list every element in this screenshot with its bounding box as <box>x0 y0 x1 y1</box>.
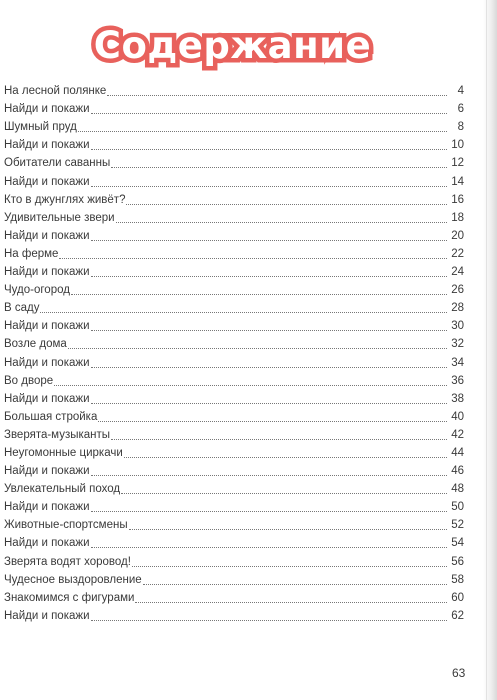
toc-entry[interactable] <box>4 279 464 297</box>
toc-entry-page: 44 <box>451 446 464 459</box>
table-of-contents <box>4 80 464 623</box>
toc-entry-title: На ферме <box>4 247 59 260</box>
toc-entry-title: Удивительные звери <box>4 211 115 224</box>
toc-entry[interactable] <box>4 261 464 279</box>
page-number: 63 <box>452 666 466 680</box>
toc-entry-title: Найди и покажи <box>4 356 90 369</box>
toc-entry-page: 10 <box>451 139 464 152</box>
toc-entry-page: 14 <box>451 175 464 188</box>
toc-entry[interactable] <box>4 514 464 532</box>
toc-entry-title: Найди и покажи <box>4 320 90 333</box>
dot-leader <box>91 366 448 368</box>
toc-entry-page: 40 <box>451 410 464 423</box>
page-edge-line <box>486 0 487 700</box>
dot-leader <box>91 148 448 150</box>
dot-leader <box>91 619 448 621</box>
toc-entry[interactable] <box>4 605 464 623</box>
toc-entry-title: Большая стройка <box>4 410 98 423</box>
toc-entry[interactable] <box>4 225 464 243</box>
toc-entry-title: Найди и покажи <box>4 392 90 405</box>
toc-entry-page: 58 <box>451 573 464 586</box>
toc-entry[interactable] <box>4 406 464 424</box>
toc-entry-page: 50 <box>451 501 464 514</box>
dot-leader <box>59 257 447 259</box>
toc-entry[interactable] <box>4 315 464 333</box>
toc-entry-title: Знакомимся с фигурами <box>4 591 135 604</box>
toc-entry-title: Чудо-огород <box>4 284 70 297</box>
toc-entry[interactable] <box>4 442 464 460</box>
toc-entry-title: Чудесное выздоровление <box>4 573 142 586</box>
toc-entry-title: Возле дома <box>4 338 67 351</box>
toc-entry-title: Найди и покажи <box>4 175 90 188</box>
toc-entry-page: 8 <box>457 121 464 134</box>
toc-entry-page: 20 <box>451 229 464 242</box>
dot-leader <box>111 166 447 168</box>
dot-leader <box>71 293 447 295</box>
toc-entry-page: 24 <box>451 266 464 279</box>
toc-entry-title: Найди и покажи <box>4 229 90 242</box>
dot-leader <box>116 221 447 223</box>
toc-entry-title: Найди и покажи <box>4 266 90 279</box>
toc-entry-page: 12 <box>451 157 464 170</box>
toc-entry[interactable] <box>4 207 464 225</box>
page-title: Содержание <box>93 23 372 67</box>
toc-entry-title: Найди и покажи <box>4 103 90 116</box>
toc-entry-page: 42 <box>451 428 464 441</box>
toc-entry[interactable] <box>4 333 464 351</box>
toc-entry[interactable] <box>4 152 464 170</box>
toc-entry[interactable] <box>4 170 464 188</box>
toc-entry-title: Найди и покажи <box>4 139 90 152</box>
toc-entry-title: Обитатели саванны <box>4 157 111 170</box>
dot-leader <box>91 185 448 187</box>
toc-entry-page: 18 <box>451 211 464 224</box>
toc-entry[interactable] <box>4 116 464 134</box>
dot-leader <box>124 456 447 458</box>
dot-leader <box>98 420 447 422</box>
toc-entry[interactable] <box>4 550 464 568</box>
toc-entry[interactable] <box>4 243 464 261</box>
toc-entry-page: 36 <box>451 374 464 387</box>
toc-entry[interactable] <box>4 189 464 207</box>
dot-leader <box>40 311 447 313</box>
dot-leader <box>91 275 448 277</box>
dot-leader <box>91 402 448 404</box>
toc-entry-page: 46 <box>451 465 464 478</box>
toc-entry-page: 56 <box>451 555 464 568</box>
toc-entry-title: Кто в джунглях живёт? <box>4 193 126 206</box>
toc-entry[interactable] <box>4 297 464 315</box>
dot-leader <box>143 583 447 585</box>
toc-entry-title: На лесной полянке <box>4 85 107 98</box>
dot-leader <box>91 474 448 476</box>
dot-leader <box>129 528 447 530</box>
toc-entry[interactable] <box>4 460 464 478</box>
toc-entry-title: Найди и покажи <box>4 501 90 514</box>
title-banner <box>95 14 370 76</box>
toc-entry[interactable] <box>4 569 464 587</box>
toc-entry[interactable] <box>4 134 464 152</box>
toc-entry-page: 22 <box>451 247 464 260</box>
dot-leader <box>68 347 447 349</box>
toc-entry-page: 60 <box>451 591 464 604</box>
toc-entry-page: 32 <box>451 338 464 351</box>
toc-entry-page: 62 <box>451 609 464 622</box>
dot-leader <box>91 546 448 548</box>
toc-entry-page: 34 <box>451 356 464 369</box>
dot-leader <box>126 203 447 205</box>
dot-leader <box>132 565 447 567</box>
toc-entry-title: Увлекательный поход <box>4 483 121 496</box>
toc-entry[interactable] <box>4 98 464 116</box>
toc-entry[interactable] <box>4 532 464 550</box>
toc-entry[interactable] <box>4 80 464 98</box>
dot-leader <box>91 112 448 114</box>
toc-entry[interactable] <box>4 351 464 369</box>
toc-entry[interactable] <box>4 424 464 442</box>
toc-entry-page: 26 <box>451 284 464 297</box>
toc-entry[interactable] <box>4 478 464 496</box>
toc-entry-page: 16 <box>451 193 464 206</box>
dot-leader <box>135 601 447 603</box>
toc-entry[interactable] <box>4 496 464 514</box>
dot-leader <box>54 384 447 386</box>
toc-entry[interactable] <box>4 370 464 388</box>
dot-leader <box>111 438 447 440</box>
toc-entry-page: 30 <box>451 320 464 333</box>
toc-entry-title: В саду <box>4 302 40 315</box>
toc-entry-title: Зверята водят хоровод! <box>4 555 131 568</box>
toc-entry-title: Шумный пруд <box>4 121 77 134</box>
dot-leader <box>107 94 447 96</box>
dot-leader <box>91 510 448 512</box>
dot-leader <box>121 492 447 494</box>
toc-entry-page: 28 <box>451 302 464 315</box>
toc-entry-title: Найди и покажи <box>4 537 90 550</box>
dot-leader <box>91 329 448 331</box>
toc-entry-title: Найди и покажи <box>4 609 90 622</box>
toc-entry-page: 48 <box>451 483 464 496</box>
toc-entry-page: 38 <box>451 392 464 405</box>
toc-entry-page: 52 <box>451 519 464 532</box>
toc-entry-title: Во дворе <box>4 374 54 387</box>
toc-entry-page: 54 <box>451 537 464 550</box>
toc-entry-title: Неугомонные циркачи <box>4 446 123 459</box>
toc-entry-title: Животные-спортсмены <box>4 519 128 532</box>
toc-entry-title: Зверята-музыканты <box>4 428 111 441</box>
dot-leader <box>91 239 448 241</box>
dot-leader <box>78 130 447 132</box>
toc-entry-page: 6 <box>457 103 464 116</box>
toc-entry[interactable] <box>4 388 464 406</box>
toc-entry-title: Найди и покажи <box>4 465 90 478</box>
toc-entry-page: 4 <box>457 85 464 98</box>
toc-entry[interactable] <box>4 587 464 605</box>
